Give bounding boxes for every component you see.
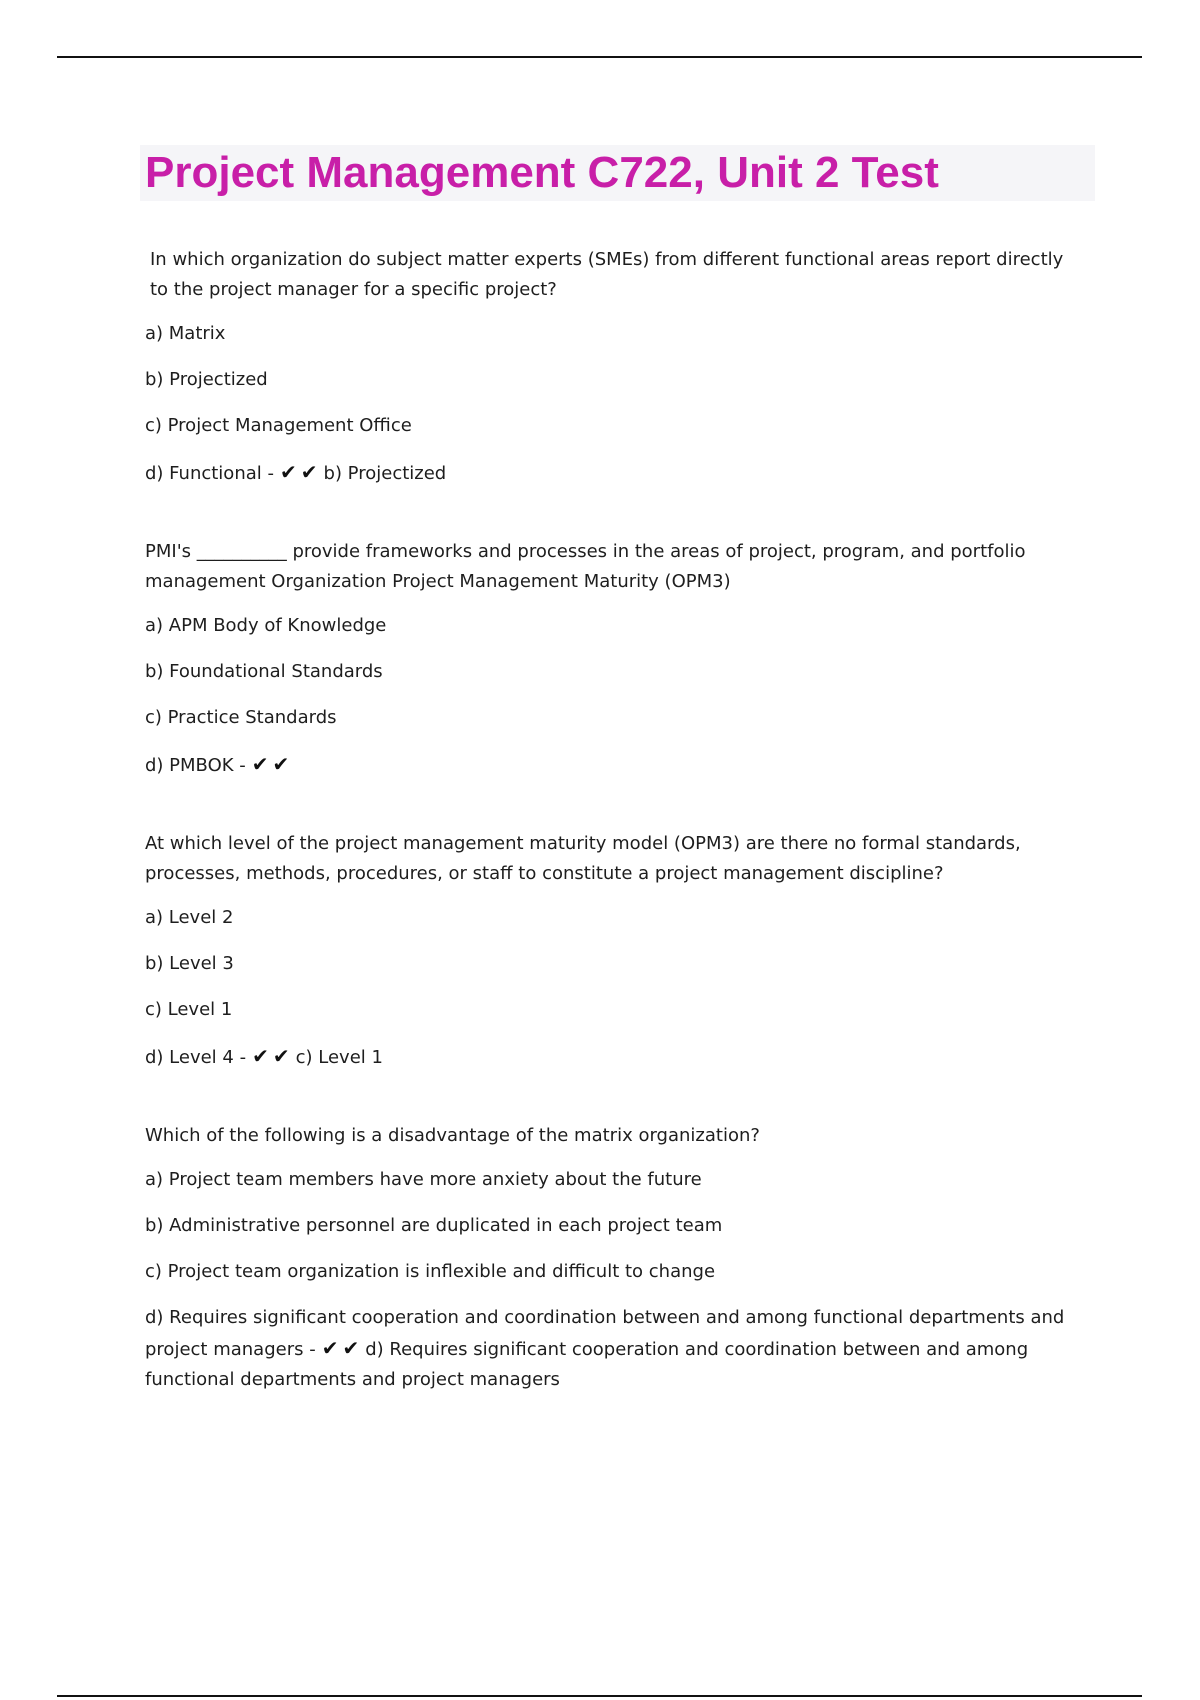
option-a: a) Project team members have more anxiety about the future	[145, 1169, 702, 1190]
question-list	[145, 245, 1075, 1443]
question-3	[145, 829, 1075, 1073]
option-c: c) Project team organization is inflexible and difficult to change	[145, 1261, 716, 1282]
option-a: a) Matrix	[145, 323, 226, 344]
answer-text: c) Level 1	[295, 1047, 383, 1068]
top-rule	[57, 56, 1142, 58]
option-b: b) Foundational Standards	[145, 661, 383, 682]
check-icon: ✔✔	[251, 752, 294, 776]
question-text: PMI's __________ provide frameworks and processes in the areas of project, program, and portfolio management Organization Project Management Maturity (OPM3)	[145, 541, 1026, 592]
option-a: a) Level 2	[145, 907, 234, 928]
answer-text: d) Requires significant cooperation and coordination between and among functional departments and project managers	[145, 1339, 1029, 1390]
option-c: c) Level 1	[145, 999, 233, 1020]
question-4	[145, 1121, 1075, 1395]
page-title: Project Management C722, Unit 2 Test	[145, 148, 939, 197]
question-1	[145, 245, 1075, 489]
question-text: At which level of the project management maturity model (OPM3) are there no formal standards, processes, methods, procedures, or staff to constitute a project management discipline?	[145, 833, 1021, 884]
bottom-rule	[57, 1695, 1142, 1697]
option-b: b) Level 3	[145, 953, 234, 974]
option-d: d) Requires significant cooperation and coordination between and among functional departments and project managers - ✔✔ d) Requires significant cooperation and coordination between and among functional departments and project managers	[145, 1307, 1065, 1390]
question-text: In which organization do subject matter experts (SMEs) from different functional areas report directly to the project manager for a specific project?	[150, 249, 1064, 300]
check-icon: ✔✔	[321, 1336, 364, 1360]
option-d: d) Level 4 - ✔✔ c) Level 1	[145, 1041, 1075, 1073]
option-d: d) Functional - ✔✔ b) Projectized	[145, 457, 1075, 489]
question-text: Which of the following is a disadvantage of the matrix organization?	[145, 1125, 760, 1146]
option-c: c) Practice Standards	[145, 707, 337, 728]
option-a: a) APM Body of Knowledge	[145, 615, 387, 636]
check-icon: ✔✔	[252, 1044, 294, 1068]
option-b: b) Administrative personnel are duplicated in each project team	[145, 1215, 723, 1236]
option-d: d) PMBOK - ✔✔	[145, 749, 1075, 781]
question-2	[145, 537, 1075, 781]
check-icon: ✔✔	[279, 460, 322, 484]
option-c: c) Project Management Office	[145, 415, 412, 436]
answer-text: b) Projectized	[323, 463, 447, 484]
option-b: b) Projectized	[145, 369, 268, 390]
